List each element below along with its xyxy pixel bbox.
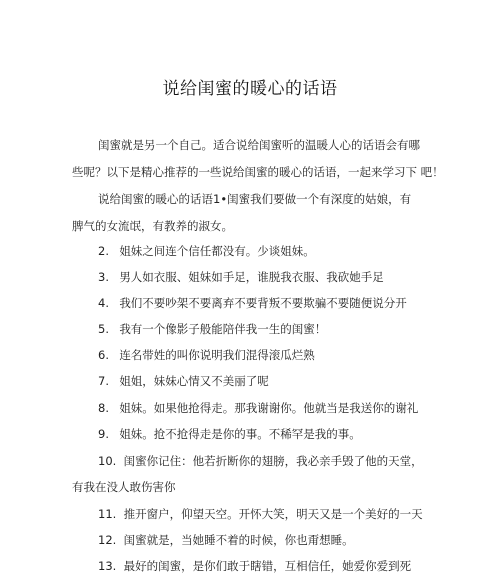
heading-para-line-2: 脾气的女流氓，有教养的淑女。	[72, 219, 233, 233]
heading-para-line-1: 说给闺蜜的暖心的话语1•闺蜜我们要做一个有深度的姑娘，有	[98, 192, 412, 206]
item-number: 2.	[98, 244, 109, 258]
item-number: 9.	[98, 427, 109, 441]
item-number: 6.	[98, 348, 109, 362]
item-text: 推开窗户，仰望天空。开怀大笑，明天又是一个美好的一天	[123, 507, 423, 521]
item-text: 姐妹。抢不抢得走是你的事。不稀罕是我的事。	[119, 427, 361, 441]
item-text: 闺蜜你记住：他若折断你的翅膀，我必亲手毁了他的天堂，	[123, 454, 423, 468]
item-text: 姐妹之间连个信任都没有。少谈姐妹。	[119, 244, 315, 258]
item-text: 我有一个像影子般能陪伴我一生的闺蜜！	[119, 322, 327, 336]
item-number: 3.	[98, 270, 109, 284]
item-text: 闺蜜就是，当她睡不着的时候，你也甭想睡。	[123, 533, 354, 547]
item-text: 我们不要吵架不要离弃不要背叛不要欺骗不要随便说分开	[119, 296, 407, 310]
intro-line-2: 些呢？以下是精心推荐的一些说给闺蜜的暖心的话语，一起来学习下 吧！	[72, 165, 444, 179]
item-number: 5.	[98, 322, 109, 336]
list-item	[98, 269, 384, 285]
item-number: 7.	[98, 374, 109, 388]
list-item	[98, 321, 326, 337]
list-item	[98, 426, 361, 442]
item-number: 13.	[98, 559, 117, 573]
list-item	[98, 532, 354, 548]
item-text: 男人如衣服、姐妹如手足，谁脱我衣服、我砍她手足	[119, 270, 384, 284]
list-item-continuation: 有我在没人敢伤害你	[72, 480, 176, 494]
item-text: 姐妹。如果他抢得走。那我谢谢你。他就当是我送你的谢礼	[119, 401, 419, 415]
list-item	[98, 506, 423, 522]
intro-line-1: 闺蜜就是另一个自己。适合说给闺蜜听的温暖人心的话语会有哪	[98, 138, 420, 152]
item-number: 8.	[98, 401, 109, 415]
page-title: 说给闺蜜的暖心的话语	[162, 79, 338, 99]
item-number: 11.	[98, 507, 117, 521]
item-number: 12.	[98, 533, 117, 547]
item-number: 4.	[98, 296, 109, 310]
item-text: 最好的闺蜜，是你们敢于瞎错，互相信任，她爱你爱到死	[123, 559, 412, 573]
list-item	[98, 243, 315, 259]
item-text: 姐姐，妹妹心情又不美丽了呢	[119, 374, 269, 388]
item-number: 10.	[98, 454, 117, 468]
list-item	[98, 400, 418, 416]
item-text: 连名带姓的叫你说明我们混得滚瓜烂熟	[119, 348, 315, 362]
list-item	[98, 453, 423, 469]
list-item	[98, 558, 411, 574]
list-item	[98, 295, 407, 311]
list-item	[98, 347, 315, 363]
list-item	[98, 373, 269, 389]
